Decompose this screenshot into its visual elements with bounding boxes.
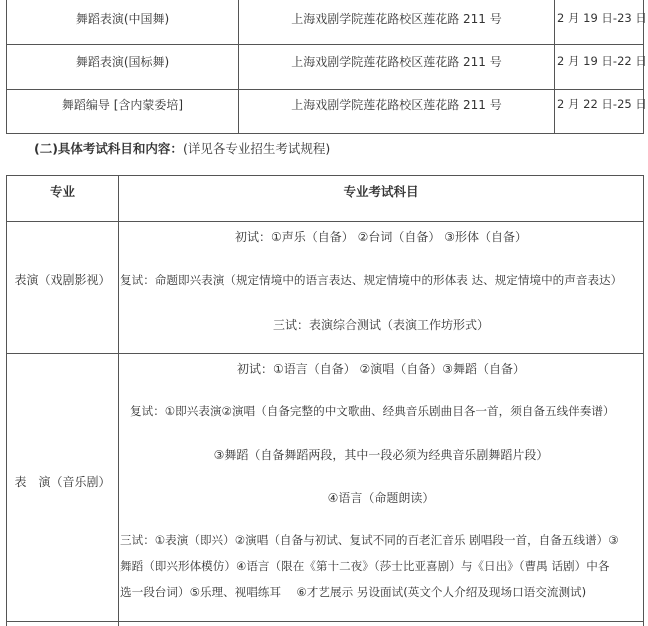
row-1-line-3: 三试：表演综合测试（表演工作坊形式）: [272, 318, 489, 332]
row-2-line-6: 舞蹈（即兴形体模仿）④语言（限在《第十二夜》（莎士比亚喜剧）与《日出》（曹禺 话剧）中各: [120, 559, 610, 573]
section-heading-title: (二)具体考试科目和内容：: [34, 141, 183, 156]
schedule-row-3-major: 舞蹈编导 [含内蒙委培]: [61, 97, 184, 112]
row-2-subjects: [119, 354, 643, 621]
schedule-row-2-major: 舞蹈表演(国标舞): [75, 54, 170, 69]
row-2-line-3: ③舞蹈（自备舞蹈两段，其中一段必须为经典音乐剧舞蹈片段）: [213, 448, 549, 462]
row-2-line-1: 初试：①语言（自备） ②演唱（自备）③舞蹈（自备）: [236, 362, 526, 376]
header-subjects: 专业考试科目: [343, 184, 419, 199]
row-2-line-4: ④语言（命题朗读）: [327, 491, 435, 505]
section-heading-note: (详见各专业招生考试规程): [182, 141, 331, 156]
schedule-row-1-major: 舞蹈表演(中国舞): [75, 11, 170, 26]
row-2-major: 表 演（音乐剧）: [14, 474, 111, 489]
schedule-row-2-location: 上海戏剧学院莲花路校区莲花路 211 号: [291, 54, 502, 69]
header-major: 专业: [49, 184, 75, 199]
row-1-major: 表演（戏剧影视）: [14, 273, 111, 287]
schedule-row-3-location: 上海戏剧学院莲花路校区莲花路 211 号: [291, 97, 502, 112]
row-2-line-2: 复试：①即兴表演②演唱（自备完整的中文歌曲、经典音乐剧曲目各一首，须自备五线伴奏谱）: [130, 404, 615, 418]
schedule-row-3-date: 2 月 22 日-25 日: [557, 97, 647, 111]
row-1-line-1: 初试：①声乐（自备） ②台词（自备） ③形体（自备）: [235, 230, 527, 244]
schedule-row-1-location: 上海戏剧学院莲花路校区莲花路 211 号: [291, 11, 502, 26]
row-2-line-7: 选一段台词）⑤乐理、视唱练耳 ⑥才艺展示 另设面试(英文个人介绍及现场口语交流测试): [120, 585, 587, 599]
row-1-line-2: 复试：命题即兴表演（规定情境中的语言表达、规定情境中的形体表 达、规定情境中的声音表达）: [120, 273, 623, 287]
schedule-row-2-date: 2 月 19 日-22 日: [557, 54, 647, 68]
schedule-row-1-date: 2 月 19 日-23 日: [557, 11, 647, 25]
row-1-subjects: [119, 222, 643, 353]
row-2-line-5: 三试：①表演（即兴）②演唱（自备与初试、复试不同的百老汇音乐 剧唱段一首，自备五线谱）③: [120, 533, 619, 547]
